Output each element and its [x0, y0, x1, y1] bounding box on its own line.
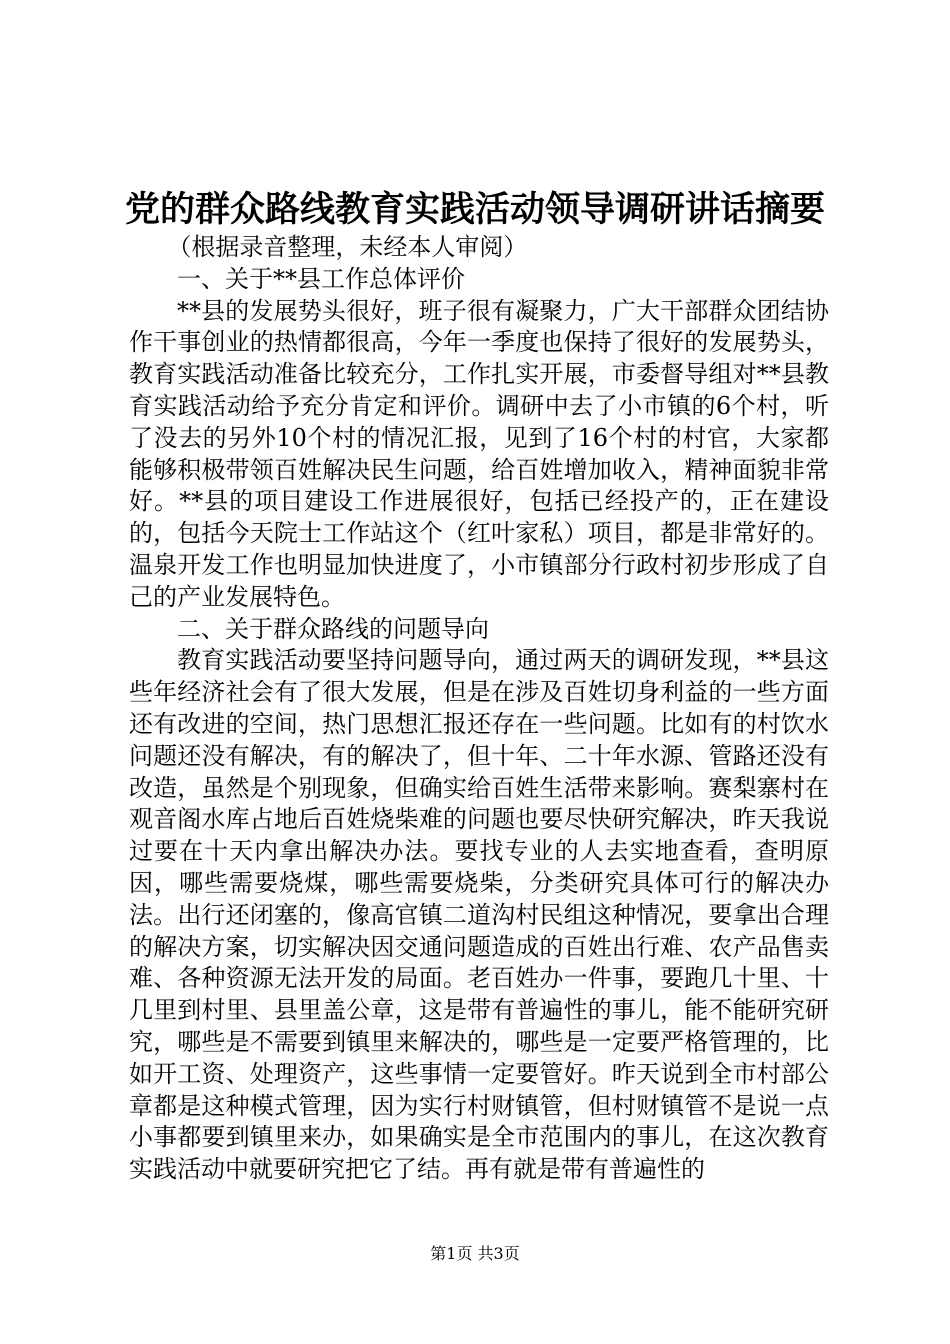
section-paragraph-2: 教育实践活动要坚持问题导向，通过两天的调研发现，**县这些年经济社会有了很大发展，但是在涉及百姓切身利益的一些方面还有改进的空间，热门思想汇报还存在一些问题。比如有的村饮水问题还没有解决，有的解决了，但十年、二十年水源、管路还没有改造，虽然是个别现象，但确实给百姓生活带来影响。赛梨寨村在观音阁水库占地后百姓烧柴难的问题也要尽快研究解决，昨天我说过要在十天内拿出解决办法。要找专业的人去实地查看，查明原因，哪些需要烧煤，哪些需要烧柴，分类研究具体可行的解决办法。出行还闭塞的，像高官镇二道沟村民组这种情况，要拿出合理的解决方案，切实解决因交通问题造成的百姓出行难、农产品售卖难、各种资源无法开发的局面。老百姓办一件事，要跑几十里、十几里到村里、县里盖公章，这是带有普遍性的事儿，能不能研究研究，哪些是不需要到镇里来解决的，哪些是一定要严格管理的，比如开工资、处理资产，这些事情一定要管好。昨天说到全市村部公章都是这种模式管理，因为实行村财镇管，但村财镇管不是说一点小事都要到镇里来办，如果确实是全市范围内的事儿，在这次教育实践活动中就要研究把它了结。再有就是带有普遍性的	[129, 646, 829, 1184]
page-footer: 第1页 共3页	[430, 1244, 520, 1263]
document-body	[129, 232, 829, 1186]
section-paragraph-1: **县的发展势头很好，班子很有凝聚力，广大干部群众团结协作干事创业的热情都很高，今年一季度也保持了很好的发展势头，教育实践活动准备比较充分，工作扎实开展，市委督导组对**县教育实践活动给予充分肯定和评价。调研中去了小市镇的6个村，听了没去的另外10个村的情况汇报，见到了16个村的村官，大家都能够积极带领百姓解决民生问题，给百姓增加收入，精神面貌非常好。**县的项目建设工作进展很好，包括已经投产的，正在建设的，包括今天院士工作站这个（红叶家私）项目，都是非常好的。温泉开发工作也明显加快进度了，小市镇部分行政村初步形成了自己的产业发展特色。	[129, 296, 829, 611]
section-heading-1: 一、关于**县工作总体评价	[177, 264, 465, 293]
transcript-note: （根据录音整理，未经本人审阅）	[167, 233, 528, 261]
section-heading-2: 二、关于群众路线的问题导向	[177, 614, 489, 643]
document-title: 党的群众路线教育实践活动领导调研讲话摘要	[124, 189, 825, 230]
